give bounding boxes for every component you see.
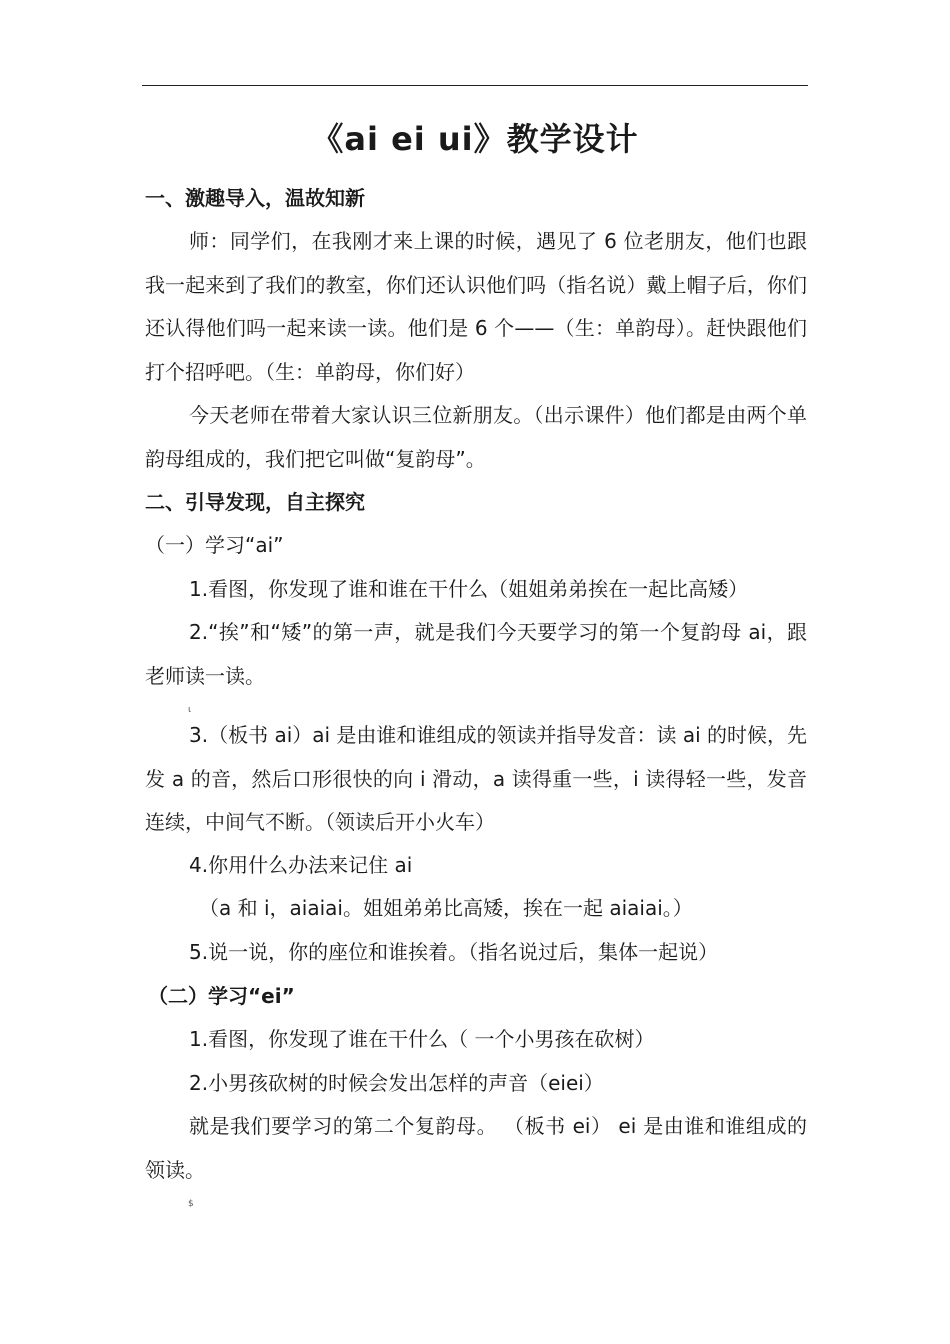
ei-item-3: 就是我们要学习的第二个复韵母。 （板书 ei） ei 是由谁和谁组成的领读。 xyxy=(145,1114,807,1182)
section-1-paragraph-2: 今天老师在带着大家认识三位新朋友。（出示课件）他们都是由两个单韵母组成的，我们把它叫做“复韵母”。 xyxy=(145,403,807,471)
section-1-heading: 一、激趣导入，温故知新 xyxy=(145,186,365,210)
stray-mark-2: $ xyxy=(188,1199,194,1209)
ai-item-3: 3.（板书 ai）ai 是由谁和谁组成的领读并指导发音：读 ai 的时候，先发 a 的音，然后口形很快的向 i 滑动，a 读得重一些，i 读得轻一些，发音连续，中间气不断。（领读后开小火车） xyxy=(145,723,807,834)
stray-mark-1: ι xyxy=(188,705,192,715)
section-2-heading: 二、引导发现，自主探究 xyxy=(145,490,365,514)
section-1-paragraph-1: 师：同学们，在我刚才来上课的时候，遇见了 6 位老朋友，他们也跟我一起来到了我们的教室，你们还认识他们吗（指名说）戴上帽子后，你们还认得他们吗一起来读一读。他们是 6 个——（生：单韵母）。赶快跟他们打个招呼吧。（生：单韵母，你们好） xyxy=(145,229,807,384)
subsection-ai-heading: （一）学习“ai” xyxy=(145,533,284,557)
ei-item-2: 2.小男孩砍树的时候会发出怎样的声音（eiei） xyxy=(189,1071,604,1095)
document-title: 《ai ei ui》教学设计 xyxy=(311,120,639,158)
ai-item-4-answer: （a 和 i，aiaiai。姐姐弟弟比高矮，挨在一起 aiaiai。） xyxy=(199,896,693,920)
subsection-ei-heading: （二）学习“ei” xyxy=(148,984,295,1008)
ai-item-1: 1.看图，你发现了谁和谁在干什么（姐姐弟弟挨在一起比高矮） xyxy=(189,577,749,601)
ei-item-1: 1.看图，你发现了谁在干什么（ 一个小男孩在砍树） xyxy=(189,1027,655,1051)
ai-item-5: 5.说一说，你的座位和谁挨着。（指名说过后，集体一起说） xyxy=(189,940,719,964)
ai-item-4: 4.你用什么办法来记住 ai xyxy=(189,853,413,877)
ai-item-2: 2.“挨”和“矮”的第一声，就是我们今天要学习的第一个复韵母 ai，跟老师读一读。 xyxy=(145,620,807,688)
header-rule xyxy=(142,85,808,86)
